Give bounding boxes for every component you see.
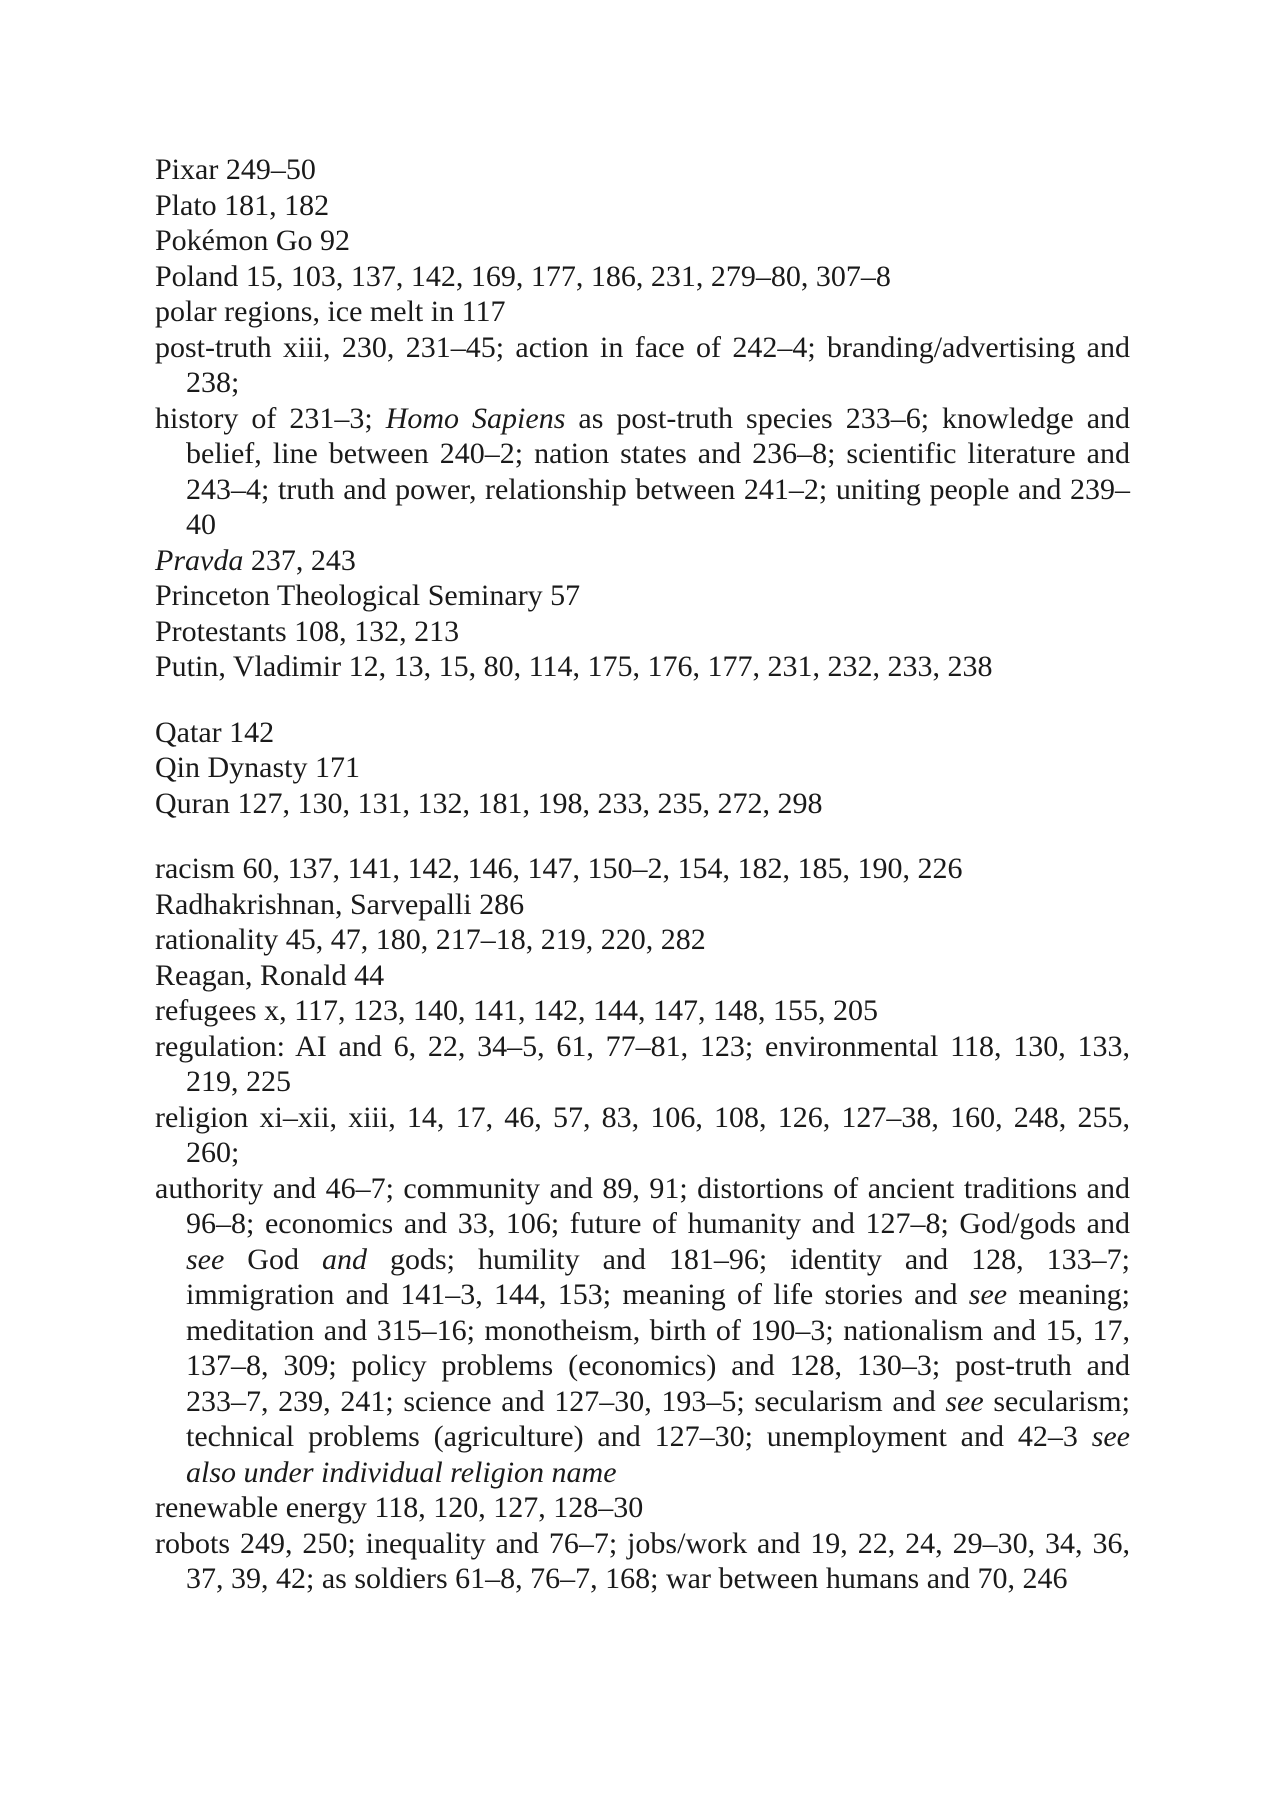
index-entry <box>155 401 1130 543</box>
italic-text: see <box>945 1384 984 1418</box>
index-entry <box>155 330 1130 401</box>
entry-text: God <box>224 1242 322 1276</box>
index-entry <box>155 223 1130 259</box>
index-entry <box>155 1171 1130 1491</box>
index-entry <box>155 614 1130 650</box>
index-entry <box>155 259 1130 295</box>
italic-text: and <box>321 1242 367 1276</box>
entry-text: renewable energy 118, 120, 127, 128–30 <box>155 1491 644 1524</box>
index-entry <box>155 715 1130 751</box>
entry-text: post-truth xiii, 230, 231–45; action in face of 242–4; branding/advertising and 238; <box>155 330 1130 399</box>
italic-text: see <box>968 1278 1008 1311</box>
entry-text: religion xi–xii, xiii, 14, 17, 46, 57, 83, 106, 108, 126, 127–38, 160, 248, 255, 260; <box>155 1100 1130 1169</box>
index-entry <box>155 922 1130 958</box>
index-entry <box>155 294 1130 330</box>
index-entry <box>155 1100 1130 1171</box>
entry-text: Princeton Theological Seminary 57 <box>155 579 581 612</box>
entry-text: Protestants 108, 132, 213 <box>155 614 460 648</box>
index-entry <box>155 1490 1130 1526</box>
entry-text: authority and 46–7; community and 89, 91; distortions of ancient traditions and 96–8; economics and 33, 106; future of humanity and 127–8; God/gods and <box>155 1171 1130 1240</box>
index-entry <box>155 649 1130 685</box>
index-entry <box>155 851 1130 887</box>
entry-text: Reagan, Ronald 44 <box>155 958 385 992</box>
index-entry <box>155 887 1130 923</box>
entry-text: Qatar 142 <box>155 715 275 749</box>
entry-text: Putin, Vladimir 12, 13, 15, 80, 114, 175, 176, 177, 231, 232, 233, 238 <box>155 650 993 683</box>
entry-text: as post-truth species 233–6; knowledge and belief, line between 240–2; nation states and 236–8; scientific literature and 243–4; truth and power, relationship between 241–2; uniting people and 239–40 <box>186 401 1131 541</box>
index-entry <box>155 543 1130 579</box>
index-entry <box>155 1029 1130 1100</box>
entry-text: 237, 243 <box>243 543 356 577</box>
entry-text: meaning; meditation and 315–16; monotheism, birth of 190–3; nationalism and 15, 17, 137–8, 309; policy problems (economics) and 128, 130–3; post-truth and 233–7, 239, 241; science and 127–30, 193–5; secularism and <box>186 1278 1131 1418</box>
entry-text: Quran 127, 130, 131, 132, 181, 198, 233, 235, 272, 298 <box>155 786 823 820</box>
entry-text: Pokémon Go 92 <box>155 224 350 257</box>
index-entry <box>155 1526 1130 1597</box>
index-entry <box>155 188 1130 224</box>
entry-text: polar regions, ice melt in 117 <box>155 295 506 328</box>
entry-text: Qin Dynasty 171 <box>155 751 360 784</box>
italic-text: Homo Sapiens <box>385 401 566 435</box>
italic-text: see also under individual religion name <box>186 1420 1130 1489</box>
italic-text: see <box>186 1242 225 1276</box>
italic-text: Pravda <box>155 543 244 577</box>
entry-text: gods; humility and 181–96; identity and 128, 133–7; immigration and 141–3, 144, 153; meaning of life stories and <box>186 1242 1130 1311</box>
entry-text: history of 231–3; <box>155 401 386 435</box>
index-entry <box>155 786 1130 822</box>
entry-text: regulation: AI and 6, 22, 34–5, 61, 77–81, 123; environmental 118, 130, 133, 219, 225 <box>155 1029 1130 1098</box>
index-page <box>155 152 1130 1597</box>
index-entry <box>155 152 1130 188</box>
index-entry <box>155 750 1130 786</box>
entry-text: refugees x, 117, 123, 140, 141, 142, 144, 147, 148, 155, 205 <box>155 994 878 1027</box>
index-entry <box>155 958 1130 994</box>
index-entry <box>155 993 1130 1029</box>
entry-text: Plato 181, 182 <box>155 188 330 222</box>
entry-text: robots 249, 250; inequality and 76–7; jobs/work and 19, 22, 24, 29–30, 34, 36, 37, 39, 42; as soldiers 61–8, 76–7, 168; war between humans and 70, 246 <box>155 1526 1130 1595</box>
entry-text: Pixar 249–50 <box>155 153 316 186</box>
index-entry <box>155 578 1130 614</box>
entry-text: racism 60, 137, 141, 142, 146, 147, 150–2, 154, 182, 185, 190, 226 <box>155 852 963 885</box>
entry-text: Radhakrishnan, Sarvepalli 286 <box>155 887 525 921</box>
entry-text: secularism; technical problems (agriculture) and 127–30; unemployment and 42–3 <box>186 1384 1130 1453</box>
entry-text: Poland 15, 103, 137, 142, 169, 177, 186, 231, 279–80, 307–8 <box>155 259 891 293</box>
entry-text: rationality 45, 47, 180, 217–18, 219, 220, 282 <box>155 923 706 956</box>
